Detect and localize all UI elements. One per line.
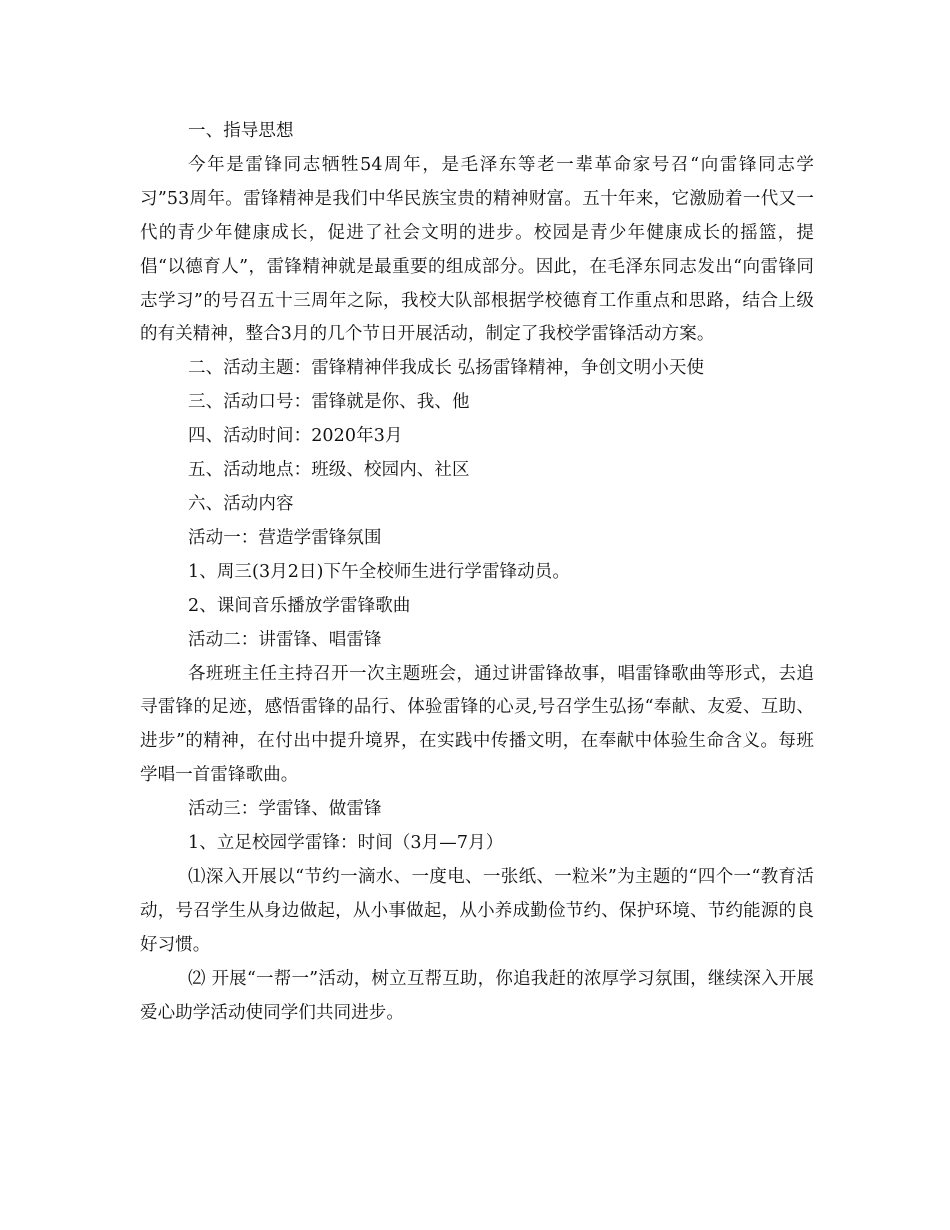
section-heading-theme: 二、活动主题：雷锋精神伴我成长 弘扬雷锋精神，争创文明小天使 [188,358,705,379]
activity-one-item-1: 1、周三(3月2日)下午全校师生进行学雷锋动员。 [188,561,570,582]
section-heading-content: 六、活动内容 [188,493,294,514]
activity-three-subitem-2: ⑵ 开展“一帮一”活动，树立互帮互助，你追我赶的浓厚学习氛围，继续深入开展爱心助学活动使同学们共同进步。 [140,968,814,1023]
section-heading-time: 四、活动时间：2020年3月 [188,426,403,447]
activity-two-paragraph: 各班班主任主持召开一次主题班会，通过讲雷锋故事，唱雷锋歌曲等形式，去追寻雷锋的足迹，感悟雷锋的品行、体验雷锋的心灵,号召学生弘扬“奉献、友爱、互助、进步”的精神，在付出中提升境界，在实践中传播文明，在奉献中体验生命含义。每班学唱一首雷锋歌曲。 [140,663,814,786]
body-paragraph-background: 今年是雷锋同志牺牲54周年，是毛泽东等老一辈革命家号召“向雷锋同志学习”53周年。雷锋精神是我们中华民族宝贵的精神财富。五十年来，它激励着一代又一代的青少年健康成长，促进了社会文明的进步。校园是青少年健康成长的摇篮，提倡“以德育人”，雷锋精神就是最重要的组成部分。因此，在毛泽东同志发出“向雷锋同志学习”的号召五十三周年之际，我校大队部根据学校德育工作重点和思路，结合上级的有关精神，整合3月的几个节日开展活动，制定了我校学雷锋活动方案。 [140,154,814,345]
section-heading-location: 五、活动地点：班级、校园内、社区 [188,460,470,481]
section-heading-guiding-thought: 一、指导思想 [188,121,294,141]
activity-heading-one: 活动一：营造学雷锋氛围 [188,527,382,548]
activity-heading-two: 活动二：讲雷锋、唱雷锋 [188,629,382,650]
activity-three-subitem-1: ⑴深入开展以“节约一滴水、一度电、一张纸、一粒米”为主题的“四个一“教育活动，号召学生从身边做起，从小事做起，从小养成勤俭节约、保护环境、节约能源的良好习惯。 [140,866,814,955]
activity-heading-three: 活动三：学雷锋、做雷锋 [188,799,382,820]
section-heading-slogan: 三、活动口号：雷锋就是你、我、他 [188,392,470,413]
activity-one-item-2: 2、课间音乐播放学雷锋歌曲 [188,595,411,616]
activity-three-item-1: 1、立足校园学雷锋：时间（3月—7月） [188,833,504,854]
